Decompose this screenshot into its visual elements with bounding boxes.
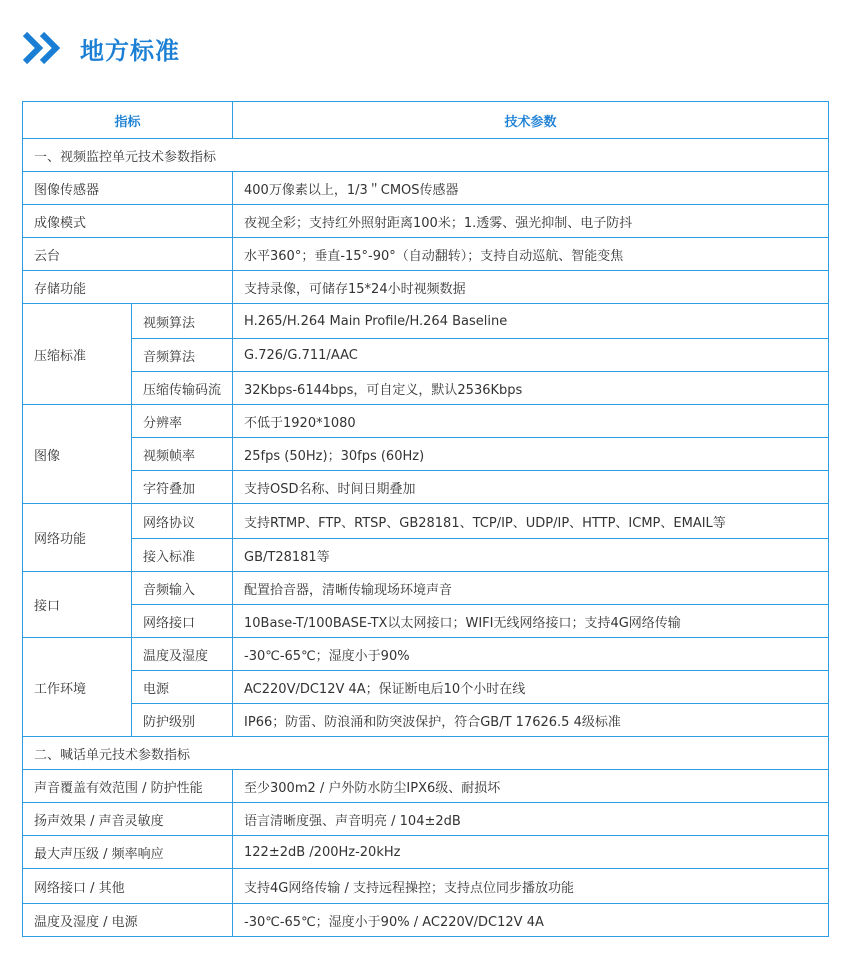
row-label: 云台	[23, 238, 233, 271]
row-label: 声音覆盖有效范围 / 防护性能	[23, 770, 233, 803]
table-row	[23, 638, 829, 671]
table-row	[23, 836, 829, 869]
row-sublabel: 接入标准	[132, 539, 233, 572]
row-value: 122±2dB /200Hz-20kHz	[233, 836, 829, 869]
row-value: 支持RTMP、FTP、RTSP、GB28181、TCP/IP、UDP/IP、HTTP、ICMP、EMAIL等	[233, 504, 829, 539]
row-label: 温度及湿度 / 电源	[23, 904, 233, 937]
row-value: 支持录像，可储存15*24小时视频数据	[233, 271, 829, 304]
row-sublabel: 温度及湿度	[132, 638, 233, 671]
row-sublabel: 压缩传输码流	[132, 372, 233, 405]
row-value: 语言清晰度强、声音明亮 / 104±2dB	[233, 803, 829, 836]
row-value: -30℃-65℃；湿度小于90% / AC220V/DC12V 4A	[233, 904, 829, 937]
row-sublabel: 电源	[132, 671, 233, 704]
row-value: GB/T28181等	[233, 539, 829, 572]
row-label: 存储功能	[23, 271, 233, 304]
table-row	[23, 770, 829, 803]
row-sublabel: 字符叠加	[132, 471, 233, 504]
table-row	[23, 238, 829, 271]
header-row	[23, 102, 829, 139]
row-value: 400万像素以上，1/3＂CMOS传感器	[233, 172, 829, 205]
row-sublabel: 网络接口	[132, 605, 233, 638]
row-value: 不低于1920*1080	[233, 405, 829, 438]
table-row	[23, 504, 829, 539]
row-value: 配置拾音器，清晰传输现场环境声音	[233, 572, 829, 605]
table-row	[23, 869, 829, 904]
page-title: 地方标准	[80, 36, 180, 65]
row-value: H.265/H.264 Main Profile/H.264 Baseline	[233, 304, 829, 339]
row-value: 水平360°；垂直-15°-90°（自动翻转）；支持自动巡航、智能变焦	[233, 238, 829, 271]
table-row	[23, 438, 829, 471]
table-row	[23, 405, 829, 438]
row-sublabel: 网络协议	[132, 504, 233, 539]
double-chevron-right-icon	[22, 31, 62, 65]
table-row	[23, 671, 829, 704]
section-title: 二、喊话单元技术参数指标	[23, 737, 829, 770]
table-row	[23, 372, 829, 405]
group-label: 接口	[23, 572, 132, 638]
table-row	[23, 304, 829, 339]
spec-table	[22, 101, 829, 937]
row-value: G.726/G.711/AAC	[233, 339, 829, 372]
row-sublabel: 视频算法	[132, 304, 233, 339]
table-row	[23, 704, 829, 737]
row-value: 25fps (50Hz)；30fps (60Hz)	[233, 438, 829, 471]
row-label: 最大声压级 / 频率响应	[23, 836, 233, 869]
section-title: 一、视频监控单元技术参数指标	[23, 139, 829, 172]
page-header	[22, 28, 180, 68]
table-row	[23, 471, 829, 504]
row-value: 10Base-T/100BASE-TX以太网接口；WIFI无线网络接口；支持4G网络传输	[233, 605, 829, 638]
table-row	[23, 205, 829, 238]
row-value: 至少300m2 / 户外防水防尘IPX6级、耐损坏	[233, 770, 829, 803]
table-row	[23, 605, 829, 638]
row-sublabel: 音频输入	[132, 572, 233, 605]
group-label: 工作环境	[23, 638, 132, 737]
table-row	[23, 172, 829, 205]
table-row	[23, 539, 829, 572]
row-label: 图像传感器	[23, 172, 233, 205]
row-value: 支持OSD名称、时间日期叠加	[233, 471, 829, 504]
table-row	[23, 572, 829, 605]
row-label: 成像模式	[23, 205, 233, 238]
header-params: 技术参数	[233, 102, 829, 139]
row-value: 夜视全彩；支持红外照射距离100米；1.透雾、强光抑制、电子防抖	[233, 205, 829, 238]
table-row	[23, 339, 829, 372]
row-value: -30℃-65℃；湿度小于90%	[233, 638, 829, 671]
row-label: 扬声效果 / 声音灵敏度	[23, 803, 233, 836]
table-row	[23, 271, 829, 304]
row-label: 网络接口 / 其他	[23, 869, 233, 904]
table-row	[23, 904, 829, 937]
row-sublabel: 视频帧率	[132, 438, 233, 471]
group-label: 图像	[23, 405, 132, 504]
section-row	[23, 139, 829, 172]
row-value: 支持4G网络传输 / 支持远程操控；支持点位同步播放功能	[233, 869, 829, 904]
group-label: 网络功能	[23, 504, 132, 572]
group-label: 压缩标准	[23, 304, 132, 405]
row-sublabel: 分辨率	[132, 405, 233, 438]
header-indicator: 指标	[23, 102, 233, 139]
table-row	[23, 803, 829, 836]
row-value: 32Kbps-6144bps，可自定义，默认2536Kbps	[233, 372, 829, 405]
section-row	[23, 737, 829, 770]
row-value: AC220V/DC12V 4A；保证断电后10个小时在线	[233, 671, 829, 704]
row-sublabel: 音频算法	[132, 339, 233, 372]
row-sublabel: 防护级别	[132, 704, 233, 737]
row-value: IP66；防雷、防浪涌和防突波保护，符合GB/T 17626.5 4级标准	[233, 704, 829, 737]
